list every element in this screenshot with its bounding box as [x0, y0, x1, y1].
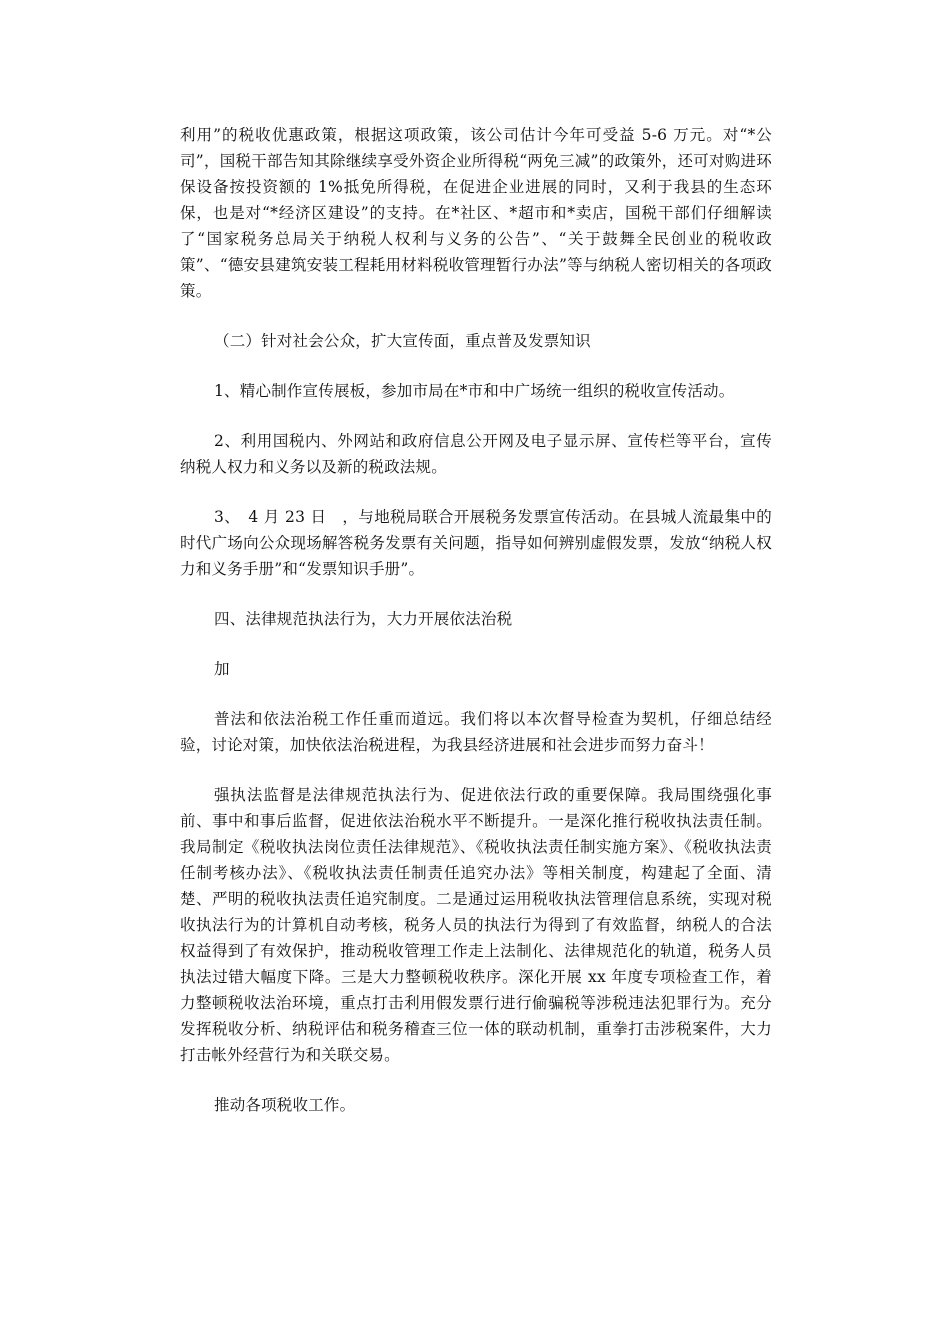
list-item-publicity-boards: 1、精心制作宣传展板，参加市局在*市和中广场统一组织的税收宣传活动。: [214, 382, 735, 400]
paragraph-tax-preference-policy: 利用”的税收优惠政策，根据这项政策，该公司估计今年可受益 5-6 万元。对“*公司”，国税干部告知其除继续享受外资企业所得税“两免三减”的政策外，还可对购进环保设备按投资额的 1%抵免所得税，在促进企业进展的同时，又利于我县的生态环保，也是对“*经济区建设”的支持。在*社区、*超市和*卖店，国税干部们仔细解读了“国家税务总局关于纳税人权利与义务的公告”、“关于鼓舞全民创业的税收政策”、“德安县建筑安装工程耗用材料税收管理暂行办法”等与纳税人密切相关的各项政策。: [180, 126, 772, 300]
list-item-online-platforms: 2、利用国税内、外网站和政府信息公开网及电子显示屏、宣传栏等平台，宣传纳税人权力和义务以及新的税政法规。: [180, 432, 772, 476]
paragraph-conclusion: 普法和依法治税工作任重而道远。我们将以本次督导检查为契机，仔细总结经验，讨论对策，加快依法治税进程，为我县经济进展和社会进步而努力奋斗！: [180, 710, 772, 754]
paragraph-enforcement-supervision: 强执法监督是法律规范执法行为、促进依法行政的重要保障。我局围绕强化事前、事中和事后监督，促进依法治税水平不断提升。一是深化推行税收执法责任制。我局制定《税收执法岗位责任法律规范》、《税收执法责任制实施方案》、《税收执法责任制考核办法》、《税收执法责任制责任追究办法》等相关制度，构建起了全面、清楚、严明的税收执法责任追究制度。二是通过运用税收执法管理信息系统，实现对税收执法行为的计算机自动考核，税务人员的执法行为得到了有效监督，纳税人的合法权益得到了有效保护，推动税收管理工作走上法制化、法律规范化的轨道，税务人员执法过错大幅度下降。三是大力整顿税收秩序。深化开展 xx 年度专项检查工作，着力整顿税收法治环境，重点打击利用假发票行进行偷骗税等涉税违法犯罪行为。充分发挥税收分析、纳税评估和税务稽查三位一体的联动机制，重拳打击涉税案件，大力打击帐外经营行为和关联交易。: [180, 786, 772, 1064]
paragraph-fragment: 加: [214, 660, 230, 678]
list-item-invoice-campaign: 3、 4 月 23 日 ，与地税局联合开展税务发票宣传活动。在县城人流最集中的时代广场向公众现场解答税务发票有关问题，指导如何辨别虚假发票，发放“纳税人权力和义务手册”和“发票知识手册”。: [180, 508, 772, 578]
section-heading-rule-of-law: 四、法律规范执法行为，大力开展依法治税: [214, 610, 513, 628]
paragraph-closing: 推动各项税收工作。: [214, 1096, 356, 1114]
document-body: [180, 122, 772, 1142]
section-heading-public-publicity: （二）针对社会公众，扩大宣传面，重点普及发票知识: [214, 332, 591, 350]
